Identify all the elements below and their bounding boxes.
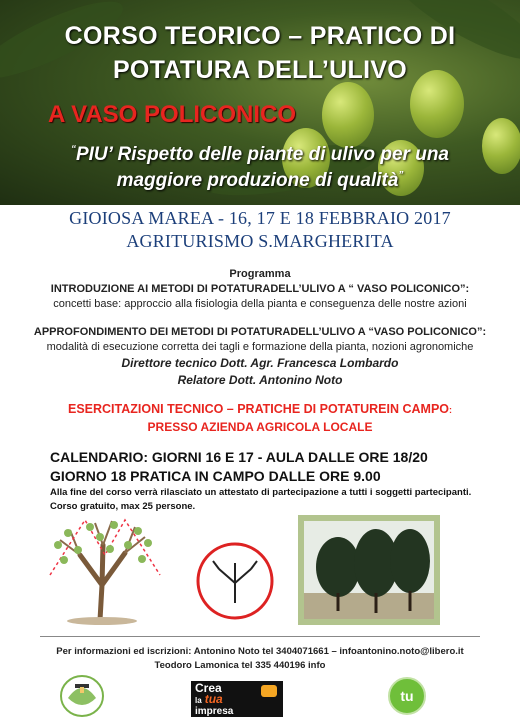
title-line-2: POTATURA DELL’ULIVO <box>112 56 408 84</box>
esercitazioni-colon: : <box>449 405 453 415</box>
director: Direttore tecnico Dott. Agr. Francesca Lombardo <box>121 356 399 370</box>
tree-pruning-diagram <box>40 515 170 625</box>
section1-title: INTRODUZIONE AI METODI DI POTATURADELL’ULIVO A “ VASO POLICONICO”: <box>50 283 470 295</box>
quote-line-1 <box>0 144 520 166</box>
calendar-note-1: Alla fine del corso verrà rilasciato un attestato di partecipazione a tutti i soggetti partecipanti. <box>50 487 472 498</box>
olive-fruit <box>322 82 374 148</box>
calendar-line-1: CALENDARIO: GIORNI 16 E 17 - AULA DALLE ORE 18/20 <box>50 449 428 465</box>
title-line-1: CORSO TEORICO – PRATICO DI <box>64 22 456 50</box>
logo-tu-text: tu <box>400 688 414 704</box>
esercitazioni-title <box>0 402 520 416</box>
section1-text: concetti base: approccio alla fisiologia della pianta e conseguenza delle nostre azioni <box>53 298 467 310</box>
esercitazioni-title-text: ESERCITAZIONI TECNICO – PRATICHE DI POTATUREIN CAMPO <box>67 402 450 416</box>
tu-logo <box>388 677 426 715</box>
quote-open: “ <box>70 144 76 155</box>
logo-crea-text: Crea <box>195 681 222 695</box>
footer-divider <box>40 636 480 637</box>
section2-title: APPROFONDIMENTO DEI METODI DI POTATURADELL’ULIVO A “VASO POLICONICO”: <box>33 326 487 338</box>
calendar-line-2: GIORNO 18 PRATICA IN CAMPO DALLE ORE 9.00 <box>50 468 381 484</box>
event-venue: AGRITURISMO S.MARGHERITA <box>126 231 394 251</box>
footer-info-1: Per informazioni ed iscrizioni: Antonino Noto tel 3404071661 – infoantonino.noto@libero.it <box>56 646 464 657</box>
olive-trees-photo <box>298 515 440 625</box>
esercitazioni-location: PRESSO AZIENDA AGRICOLA LOCALE <box>147 420 373 434</box>
header-banner <box>0 0 520 205</box>
logo-tua-text: tua <box>204 692 223 706</box>
logo-impresa-text: impresa <box>195 706 234 717</box>
event-dates: GIOIOSA MAREA - 16, 17 E 18 FEBBRAIO 2017 <box>69 208 451 228</box>
crea-la-tua-impresa-logo <box>191 681 283 717</box>
quote-text-1: PIU’ Rispetto delle piante di ulivo per una <box>75 144 449 165</box>
programma-heading: Programma <box>229 268 291 280</box>
speaker: Relatore Dott. Antonino Noto <box>177 373 343 387</box>
calendar-note-2: Corso gratuito, max 25 persone. <box>50 501 196 512</box>
quote-line-2 <box>0 170 520 192</box>
subtitle: A VASO POLICONICO <box>48 101 297 128</box>
quote-close: ” <box>398 170 404 181</box>
quote-text-2: maggiore produzione di qualità <box>116 170 399 191</box>
footer-info-2: Teodoro Lamonica tel 335 440196 info <box>154 660 326 671</box>
pruning-cut-icon <box>195 541 275 621</box>
section2-text: modalità di esecuzione corretta dei tagli e formazione della pianta, nozioni agronomiche <box>46 341 474 353</box>
logo-badge-icon <box>261 685 277 697</box>
logo-la-text: la <box>195 696 202 705</box>
agricultural-logo <box>58 674 106 718</box>
